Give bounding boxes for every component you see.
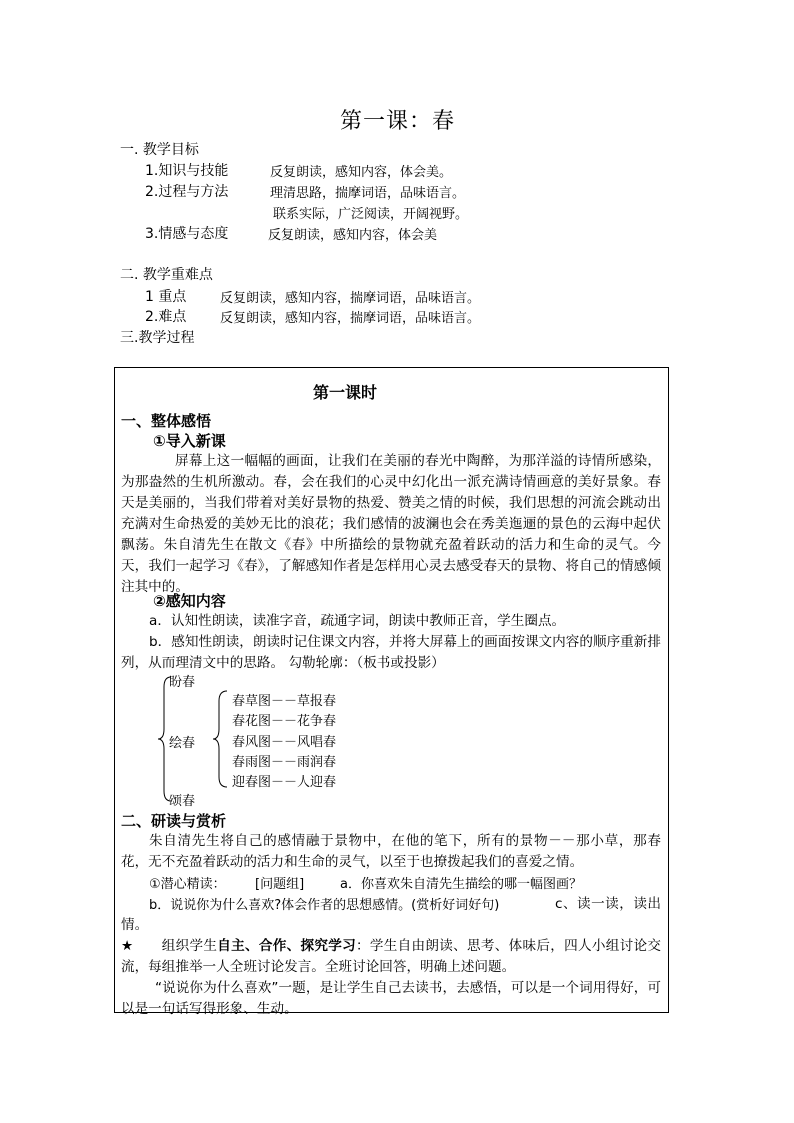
outline-item-1: 春草图－－草报春 bbox=[232, 694, 337, 709]
section2-paragraph: 朱自清先生将自己的感情融于景物中，在他的笔下，所有的景物－－那小草，那春花，无不充盈着跃动的活力和生命的灵气，以至于也撩拨起我们的喜爱之情。 bbox=[121, 833, 661, 870]
goals-heading: 一. 教学目标 bbox=[120, 142, 199, 158]
goal-knowledge-label: 1.知识与技能 bbox=[145, 163, 229, 179]
outline-item-5: 迎春图－－人迎春 bbox=[232, 775, 337, 790]
goal-process-label: 2.过程与方法 bbox=[145, 184, 229, 200]
star-prefix: 组织学生 bbox=[161, 938, 218, 954]
item-b: b．感知性朗读，朗读时记住课文内容，并将大屏幕上的画面按课文内容的顺序重新排列，从而理清文中的思路。 勾勒轮廓：（板书或投影） bbox=[121, 634, 661, 671]
question-a: a．你喜欢朱自清先生描绘的哪一幅图画？ bbox=[340, 877, 582, 892]
read-label: ①潜心精读： bbox=[149, 877, 226, 892]
outline-item-2: 春花图－－花争春 bbox=[232, 714, 337, 729]
item-a: a．认知性朗读，读准字音，疏通字词，朗读中教师正音，学生圈点。 bbox=[149, 613, 566, 629]
lesson-box bbox=[114, 367, 669, 1017]
question-c: c、读一读，读出情。 bbox=[121, 896, 661, 933]
key-point-text: 反复朗读，感知内容，揣摩词语，品味语言。 bbox=[220, 291, 481, 306]
section1-heading: 一、整体感悟 bbox=[121, 412, 212, 430]
last-paragraph: “说说你为什么喜欢”一题，是让学生自己去读书，去感悟，可以是一个词用得好，可以是一句话写得形象、生动。 bbox=[121, 980, 661, 1017]
star-icon: ★ bbox=[121, 938, 134, 954]
inner-brace bbox=[213, 691, 227, 787]
page-title: 第一课：春 bbox=[340, 109, 456, 134]
outline-top: 盼春 bbox=[169, 675, 196, 690]
goal-process-text: 理清思路，揣摩词语，品味语言。 bbox=[270, 186, 466, 201]
section1-sub1: ①导入新课 bbox=[153, 432, 226, 450]
intro-paragraph: 屏幕上这一幅幅的画面，让我们在美丽的春光中陶醉，为那洋溢的诗情所感染，为那盎然的生机所激动。春，会在我们的心灵中幻化出一派充满诗情画意的美好景象。春天是美丽的，当我们带着对美好景物的热爱、赞美之情的时候，我们思想的河流会跳动出充满对生命热爱的美妙无比的浪花；我们感情的波澜也会在秀美迤逦的景色的云海中起伏飘荡。朱自清先生在散文《春》中所描绘的景物就充盈着跃动的活力和生命的灵气。今天，我们一起学习《春》，了解感知作者是怎样用心灵去感受春天的景物、将自己的情感倾注其中的。 bbox=[121, 453, 661, 595]
question-group: [问题组] bbox=[255, 877, 305, 892]
outline-middle: 绘春 bbox=[169, 736, 196, 751]
key-points-heading: 二. 教学重难点 bbox=[120, 267, 213, 283]
difficult-point-label: 2.难点 bbox=[145, 309, 187, 325]
difficult-point-text: 反复朗读，感知内容，揣摩词语，品味语言。 bbox=[220, 311, 481, 326]
star-paragraph bbox=[121, 936, 661, 978]
process-heading: 三.教学过程 bbox=[120, 330, 195, 346]
outline-item-3: 春风图－－风唱春 bbox=[232, 735, 337, 750]
lesson-heading: 第一课时 bbox=[313, 383, 378, 402]
star-rest: ：学生自由朗读、思考、体味后，四人小组讨论交流，每组推举一人全班讨论发言。全班讨论回答，明确上述问题。 bbox=[121, 938, 662, 975]
outline-bottom: 颂春 bbox=[169, 794, 196, 809]
key-point-label: 1 重点 bbox=[145, 289, 187, 305]
star-bold: 自主、合作、探究学习 bbox=[217, 938, 357, 954]
goal-knowledge-text: 反复朗读，感知内容，体会美。 bbox=[270, 165, 453, 180]
goal-emotion-text: 反复朗读，感知内容，体会美 bbox=[268, 228, 438, 243]
section2-heading: 二、研读与赏析 bbox=[121, 812, 227, 830]
question-b: b．说说你为什么喜欢?体会作者的思想感情。(赏析好词好句) bbox=[149, 898, 500, 913]
section1-sub2: ②感知内容 bbox=[153, 592, 226, 610]
goal-emotion-label: 3.情感与态度 bbox=[145, 226, 229, 242]
outline-item-4: 春雨图－－雨润春 bbox=[232, 755, 337, 770]
goal-process-text2: 联系实际，广泛阅读，开阔视野。 bbox=[273, 207, 469, 222]
